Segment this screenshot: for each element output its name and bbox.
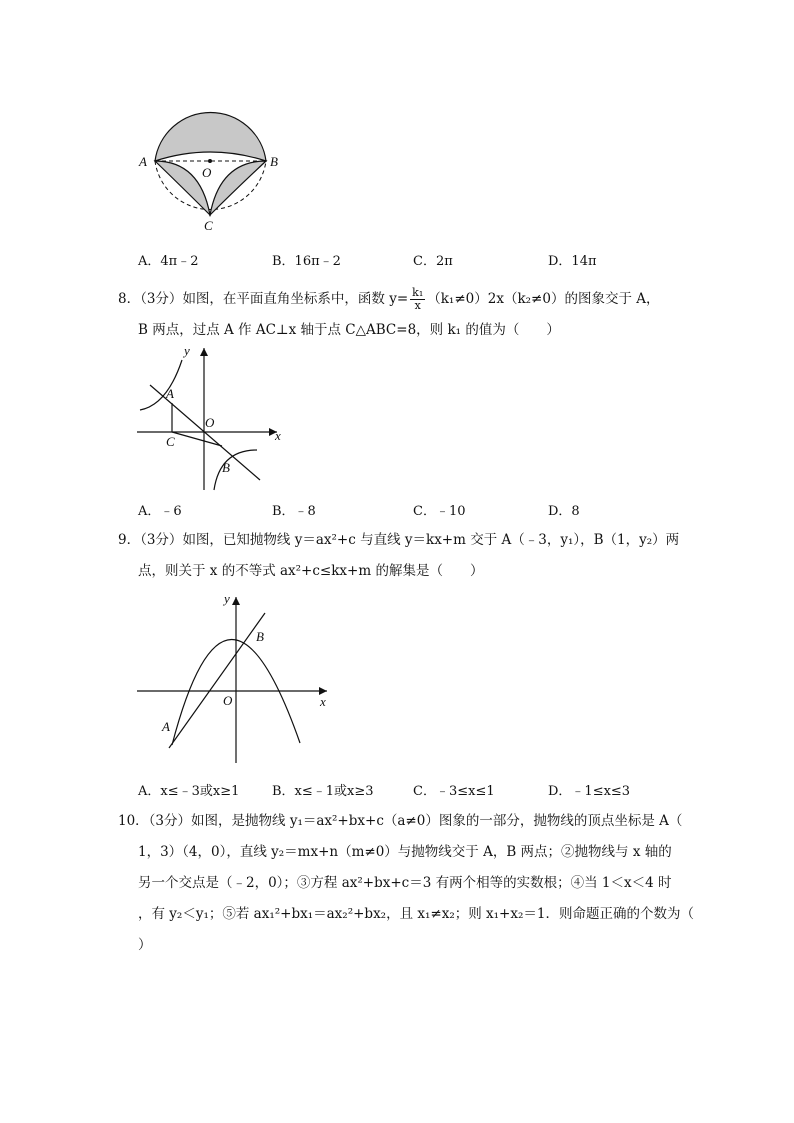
q8-text-a: 如图，在平面直角坐标系中，函数 y=: [182, 291, 409, 308]
label-o: O: [223, 693, 233, 708]
q8-option-c: C．﹣10: [413, 504, 466, 519]
axis-y: y: [184, 343, 190, 358]
q7-option-a: A．4π﹣2: [138, 254, 199, 269]
q9-line1: [118, 534, 679, 548]
q7-option-b: B．16π﹣2: [272, 254, 341, 269]
q8-line1: [118, 287, 659, 312]
label-o: O: [205, 415, 215, 430]
label-o: O: [202, 165, 212, 180]
q9-option-a: A．x≤﹣3或x≥1: [138, 784, 240, 799]
q7-option-c: C．2π: [413, 254, 453, 269]
axis-x: x: [275, 428, 281, 443]
q10-number: 10．（3分）: [118, 813, 192, 829]
label-a: A: [162, 719, 170, 734]
circle-figure: [130, 95, 300, 240]
q10-text: 如图，是抛物线 y₁＝ax²+bx+c（a≠0）图象的一部分，抛物线的顶点坐标是 A（: [191, 813, 683, 829]
q8-option-b: B．﹣8: [272, 504, 316, 519]
q8-frac-den: x: [414, 299, 421, 313]
q10-line2: 1，3）（4，0），直线 y₂＝mx+n（m≠0）与抛物线交于 A，B 两点；②抛物线与 x 轴的: [138, 844, 672, 860]
q9-option-c: C．﹣3≤x≤1: [413, 784, 495, 799]
q8-fraction: [410, 287, 425, 312]
q10-line3: 另一个交点是（﹣2，0）；③方程 ax²+bx+c＝3 有两个相等的实数根；④当 1＜x＜4 时: [138, 875, 672, 891]
axis-y: y: [224, 591, 230, 606]
q9-text: 如图，已知抛物线 y＝ax²+c 与直线 y＝kx+m 交于 A（﹣3，y₁），B（1，y₂）两: [182, 532, 680, 548]
q9-option-d: D．﹣1≤x≤3: [548, 784, 631, 799]
axis-x: x: [320, 694, 326, 709]
parabola-figure: [132, 585, 337, 770]
q9-line2: 点，则关于 x 的不等式 ax²+c≤kx+m 的解集是（ ）: [138, 563, 484, 579]
label-c: C: [166, 434, 175, 449]
q8-option-a: A．﹣6: [138, 504, 182, 519]
label-a: A: [139, 154, 147, 169]
q10-line1: [118, 815, 682, 829]
q8-option-d: D．8: [548, 504, 580, 519]
q10-line4: ，有 y₂＜y₁；⑤若 ax₁²+bx₁＝ax₂²+bx₂，且 x₁≠x₂；则 x₁+x₂＝1．则命题正确的个数为（: [138, 906, 694, 922]
label-b: B: [222, 460, 230, 475]
q10-line5: ）: [138, 937, 152, 953]
label-b: B: [256, 629, 264, 644]
q9-number: 9．（3分）: [118, 532, 183, 548]
label-b: B: [270, 154, 278, 169]
q8-line2: B 两点，过点 A 作 AC⊥x 轴于点 C△ABC=8，则 k₁ 的值为（ ）: [138, 322, 560, 338]
label-a: A: [166, 386, 174, 401]
q8-number: 8．（3分）: [118, 291, 183, 308]
q9-option-b: B．x≤﹣1或x≥3: [272, 784, 374, 799]
q8-frac-num: k₁: [412, 286, 424, 299]
label-c: C: [204, 218, 213, 233]
q7-option-d: D．14π: [548, 254, 597, 269]
q8-text-b: （k₁≠0）2x（k₂≠0）的图象交于 A，: [427, 291, 660, 308]
hyperbola-figure: [132, 340, 292, 495]
